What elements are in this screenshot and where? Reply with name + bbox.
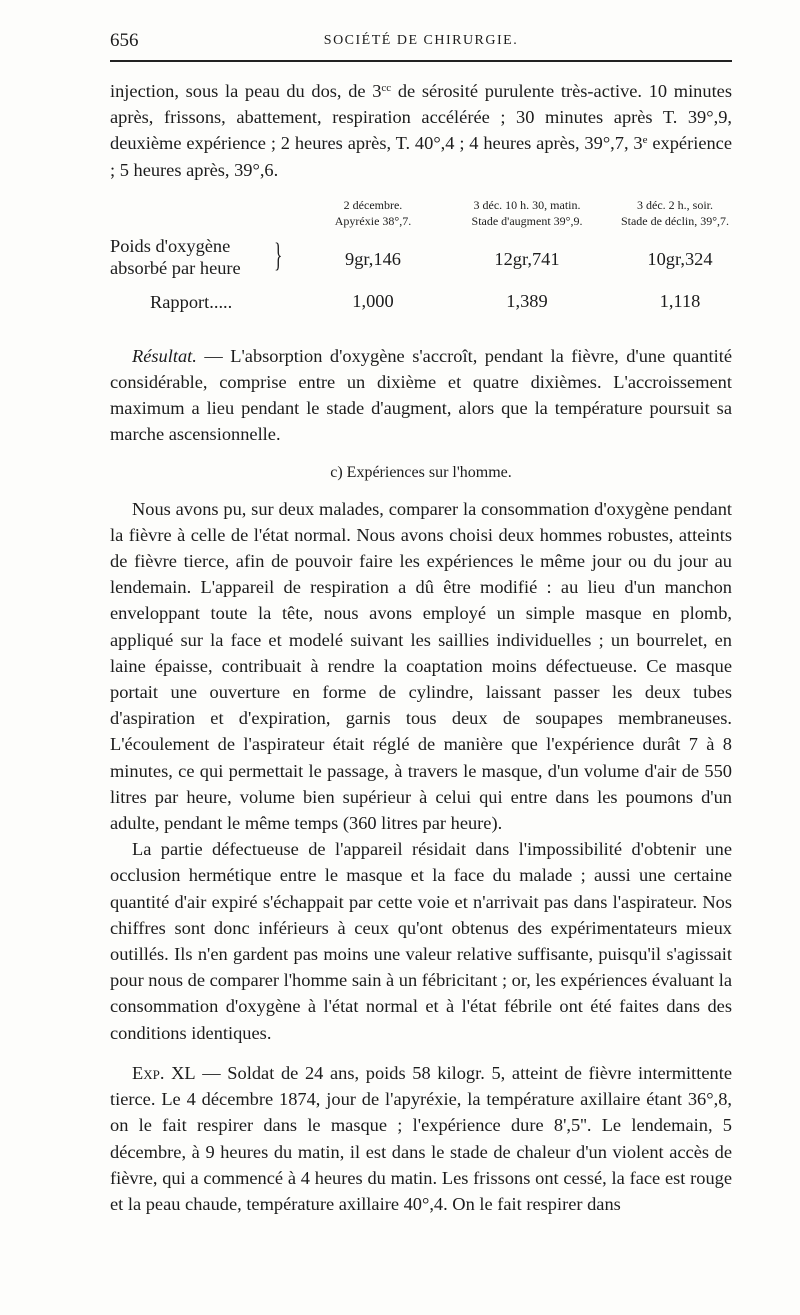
section-heading: c) Expériences sur l'homme. [330, 463, 512, 481]
result-label: Résultat. [132, 345, 197, 366]
table-cell: 12gr,741 [494, 248, 560, 269]
page-header [110, 30, 732, 54]
row-label: Rapport..... [150, 291, 233, 312]
table-cell: 1,000 [352, 290, 394, 311]
table-cell: 10gr,324 [647, 248, 713, 269]
page-number: 656 [110, 30, 139, 51]
table-cell: 9gr,146 [345, 248, 401, 269]
table-cell: 1,118 [659, 290, 701, 311]
body-paragraph: Nous avons pu, sur deux malades, comparer la consommation d'oxygène pendant la fièvre à celle de l'état normal. Nous avons choisi deux hommes robustes, atteints de fièvre tierce, afin de pouvoir faire les expériences le même jour ou du jour au lendemain. L'appareil de respiration a dû être modifié : au lieu d'un manchon enveloppant toute la tête, nous avons employé un simple masque en plomb, appliqué sur la face et modelé suivant les saillies individuelles ; un bourrelet, en laine épaisse, contribuait à rendre la coaptation moins défectueuse. Ce masque portait une ouverture en forme de cylindre, laissant passer les deux tubes d'aspiration et d'expiration, garnis tous deux de soupapes membraneuses. L'écoulement de l'aspirateur était réglé de manière que l'expérience durât 7 à 8 minutes, ce qui permettait le passage, à travers le masque, d'un volume d'air de 550 litres par heure, volume bien supérieur à celui qui entre dans les poumons d'un adulte, pendant le même temps (360 litres par heure). [110, 498, 732, 834]
experiment-label: Exp. XL [132, 1062, 196, 1083]
oxygen-table [110, 193, 732, 329]
brace-symbol: } [274, 236, 283, 274]
column-header: 3 déc. 10 h. 30, matin. Stade d'augment 39°,9. [471, 197, 583, 228]
column-header: 3 déc. 2 h., soir. Stade de déclin, 39°,7. [620, 197, 730, 228]
header-rule [110, 60, 732, 62]
page-body [110, 78, 732, 1217]
row-label: Poids d'oxygène absorbé par heure [110, 235, 241, 278]
intro-paragraph: injection, sous la peau du dos, de $3^{cc}$ de sérosité purulente très-active. 10 minutes après, frissons, abattement, respiration accélérée ; 30 minutes après T. 39°,9, deuxième expérience ; 2 heures après, T. 40°,4 ; 4 heures après, 39°,7, 3e expérience ; 5 heures après, 39°,6. [110, 81, 733, 180]
column-header: 2 décembre. Apyréxie 38°,7. [334, 197, 412, 228]
table-cell: 1,389 [506, 290, 548, 311]
result-paragraph: Résultat. — L'absorption d'oxygène s'accroît, pendant la fièvre, d'une quantité considérable, comprise entre un dixième et quatre dixièmes. L'accroissement maximum a lieu pendant le stade d'augment, alors que la température poursuit sa marche ascensionnelle. [110, 345, 732, 445]
running-title: SOCIÉTÉ DE CHIRURGIE. [323, 33, 519, 48]
body-paragraph: La partie défectueuse de l'appareil résidait dans l'impossibilité d'obtenir une occlusion hermétique entre le masque et la face du malade ; aussi une certaine quantité d'air expiré s'échappait par cette voie et n'arrivait pas dans l'aspirateur. Nos chiffres sont donc inférieurs à ceux qu'ont obtenus des expérimentateurs mieux outillés. Ils n'en gardent pas moins une valeur relative suffisante, puisqu'il s'agissait pour nous de comparer l'homme sain à un fébricitant ; or, les expériences évaluant la consommation d'oxygène à l'état normal et à l'état fébrile ont été faites dans des conditions identiques. [110, 839, 733, 1043]
experiment-paragraph: Exp. XL — Soldat de 24 ans, poids 58 kilogr. 5, atteint de fièvre intermittente tierce. Le 4 décembre 1874, jour de l'apyréxie, la température axillaire étant 36°,8, on le fait respirer dans le masque ; l'expérience dure 8',5''. Le lendemain, 5 décembre, à 9 heures du matin, il est dans le stade de chaleur d'un violent accès de fièvre, qui a commencé à 4 heures du matin. Les frissons ont cessé, la face est rouge et la peau chaude, température axillaire 40°,4. On le fait respirer dans [110, 1062, 733, 1214]
